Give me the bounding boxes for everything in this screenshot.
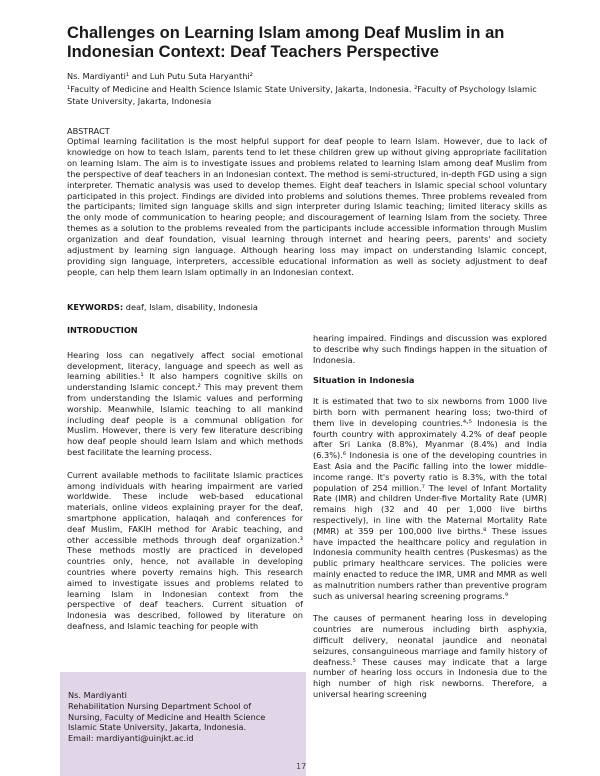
abstract-text: Optimal learning facilitation is the most helpful support for deaf people to learn Islam. However, due to lack of knowledge on how to teach Islam, parents tend to let these children grew up without giving appropriate facilitation on learning Islam. The aim is to investigate issues and problems related to learning Islam among deaf Muslim from the perspective of deaf teachers in an Indonesian context. The method is semi-structured, in-depth FGD using a sign interpreter. Thematic analysis was used to develop themes. Eight deaf teachers in Islamic special school voluntary participated in this project. Findings are divided into problems and solutions themes. Three problems revealed from the participants; limited sign language skills and sign interpreter during Islamic teaching; limited literacy skills as the only mode of communication to hearing people; and discouragement of learning Islam from the society. Three themes as a solution to the problems revealed from the participants include accessible information through Muslim organization and deaf foundation, visual learning through internet and hearing peers, parents' and society adjustment by learning sign language. Although hearing loss may impact on understanding Islamic concept, providing sign language, interpreters, accessible educational information as well as society adjustment to deaf people, can help them learn Islam optimally in an Indonesian context.	[67, 136, 547, 277]
introduction-heading: INTRODUCTION	[67, 325, 138, 335]
corr-line-3: Islamic State University, Jakarta, Indonesia.	[68, 722, 247, 733]
abstract-heading: ABSTRACT	[67, 126, 110, 136]
intro-paragraph-1: Hearing loss can negatively affect social emotional development, literacy, language and speech as well as learning abilities.¹ It also hampers cognitive skills on understanding Islamic concept.² This may prevent them from understanding the Islamic values and performing worship. Meanwhile, Islamic teaching to all mankind including deaf people is a communal obligation for Muslim. However, there is very few literature describing how deaf people should learn Islam and which methods best facilitate the learning process.	[67, 349, 303, 457]
left-column	[67, 325, 303, 632]
right-paragraph-0: hearing impaired. Findings and discussion was explored to describe why such findings happen in the situation of Indonesia.	[313, 333, 547, 365]
keywords-label: KEYWORDS:	[67, 302, 124, 312]
paper-title: Challenges on Learning Islam among Deaf Muslim in an Indonesian Context: Deaf Teachers Perspective	[67, 24, 505, 61]
corr-email[interactable]: Email: mardiyanti@uinjkt.ac.id	[68, 733, 194, 744]
correspondence-text	[68, 690, 304, 744]
right-column	[313, 333, 547, 700]
corr-name: Ns. Mardiyanti	[68, 690, 127, 700]
situation-paragraph-1: It is estimated that two to six newborns from 1000 live birth born with permanent hearing loss; two-third of them live in developing countries.⁴˒⁵ Indonesia is the fourth country with approximately 4.2% of deaf people after Sri Lanka (8.8%), Myanmar (8.4%) and India (6.3%).⁶ Indonesia is one of the developing countries in East Asia and the Pacific falling into the lower middle-income range. It's poverty ratio is 8.3%, with the total population of 254 million.⁷ The level of Infant Mortality Rate (IMR) and children Under-five Mortality Rate (UMR) remains high (32 and 40 per 1,000 live births respectively), in line with the Maternal Mortality Rate (MMR) at 359 per 100,000 live births.⁸ These issues have impacted the healthcare policy and regulation in Indonesia community health centres (Puskesmas) as the public primary healthcare services. The policies were mainly enacted to reduce the IMR, UMR and MMR as well as malnutrition numbers rather than preventive program such as universal hearing screening programs.⁹	[313, 396, 547, 601]
corr-line-2: Nursing, Faculty of Medicine and Health Science	[68, 711, 266, 722]
intro-paragraph-2: Current available methods to facilitate Islamic practices among individuals with hearing impairment are varied worldwide. These include web-based educational materials, online videos explaining prayer for the deaf, smartphone application, halaqah and conferences for deaf Muslim, FAKIH method for Arabic teaching, and other accessible methods through deaf organization.³ These methods mostly are practiced in developed countries only, hence, not available in developing countries where poverty remains high. This research aimed to investigate issues and problems related to learning Islam in Indonesian context from the perspective of deaf teachers. Current situation of Indonesia was described, followed by literature on deafness, and Islamic teaching for people with	[67, 469, 303, 631]
affiliations: ¹Faculty of Medicine and Health Science Islamic State University, Jakarta, Indonesia. ²Faculty of Psychology Islamic State University, Jakarta, Indonesia	[67, 84, 537, 106]
author-list: Ns. Mardiyanti¹ and Luh Putu Suta Haryanthi²	[67, 71, 253, 81]
keywords-list: deaf, Islam, disability, Indonesia	[123, 302, 258, 312]
situation-heading: Situation in Indonesia	[313, 375, 415, 386]
page-number: 17	[296, 762, 307, 771]
situation-paragraph-2: The causes of permanent hearing loss in developing countries are numerous including birth asphyxia, difficult delivery, neonatal jaundice and neonatal seizures, consanguineous marriage and family history of deafness.⁵ These causes may indicate that a large number of hearing loss occurs in Indonesia due to the high number of high risk newborns. Therefore, a universal hearing screening	[313, 613, 547, 699]
corr-line-1: Rehabilitation Nursing Department School of	[68, 700, 252, 711]
keywords	[67, 302, 547, 313]
